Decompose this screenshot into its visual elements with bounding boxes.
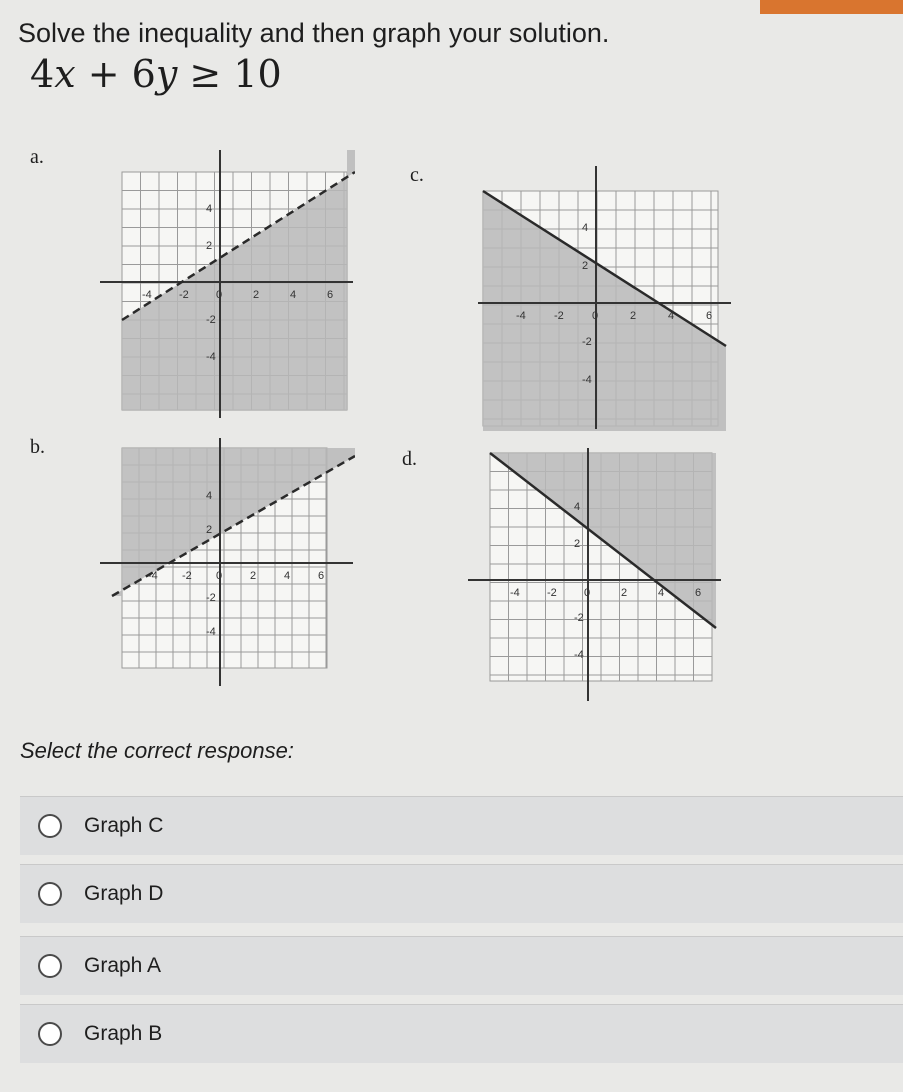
option-graph-a[interactable] [20, 936, 903, 995]
graph-d-label: d. [402, 448, 417, 470]
select-prompt: Select the correct response: [20, 738, 294, 763]
y-tick-label: -4 [206, 351, 216, 363]
x-tick-label: 2 [250, 570, 257, 582]
x-tick-label: -4 [516, 310, 526, 322]
option-graph-c[interactable] [20, 796, 903, 855]
x-tick-label: 4 [668, 310, 675, 322]
option-label: Graph A [84, 954, 162, 977]
y-tick-label: -4 [206, 626, 216, 638]
coordinate-plane [478, 166, 733, 431]
radio-button[interactable] [38, 814, 62, 838]
graph-d [468, 448, 723, 703]
x-tick-label: 6 [706, 310, 713, 322]
radio-button[interactable] [38, 954, 62, 978]
coordinate-plane [100, 438, 355, 688]
x-tick-label: 0 [592, 310, 599, 322]
option-label: Graph C [84, 814, 164, 837]
x-tick-label: 6 [327, 289, 334, 301]
x-tick-label: 0 [216, 289, 223, 301]
y-tick-label: 4 [206, 490, 213, 502]
y-tick-label: 4 [574, 501, 581, 513]
y-tick-label: 2 [206, 524, 213, 536]
graph-b-label: b. [30, 436, 45, 458]
y-tick-label: 2 [574, 538, 581, 550]
y-tick-label: 2 [582, 260, 589, 272]
y-tick-label: 4 [582, 222, 589, 234]
x-tick-label: -2 [554, 310, 564, 322]
option-label: Graph D [84, 882, 164, 905]
x-tick-label: -4 [142, 289, 152, 301]
y-tick-label: 2 [206, 240, 213, 252]
x-tick-label: -2 [182, 570, 192, 582]
x-tick-label: 4 [290, 289, 297, 301]
y-tick-label: -2 [582, 336, 592, 348]
graph-c-label: c. [410, 164, 424, 186]
y-tick-label: -2 [206, 592, 216, 604]
option-graph-d[interactable] [20, 864, 903, 923]
inequality-equation: 4x + 6y ≥ 10 [30, 52, 282, 96]
coordinate-plane [468, 448, 723, 703]
option-graph-b[interactable] [20, 1004, 903, 1063]
x-tick-label: -4 [510, 587, 520, 599]
x-tick-label: 4 [658, 587, 665, 599]
x-tick-label: -4 [148, 570, 158, 582]
graph-a-label: a. [30, 146, 44, 168]
y-tick-label: -2 [574, 612, 584, 624]
question-instruction: Solve the inequality and then graph your solution. [18, 18, 610, 48]
graph-a [100, 150, 355, 420]
graph-c [478, 166, 733, 431]
x-tick-label: -2 [179, 289, 189, 301]
x-tick-label: 4 [284, 570, 291, 582]
option-label: Graph B [84, 1022, 163, 1045]
x-tick-label: 6 [318, 570, 325, 582]
coordinate-plane [100, 150, 355, 420]
x-tick-label: 2 [630, 310, 637, 322]
x-tick-label: 0 [584, 587, 591, 599]
x-tick-label: 6 [695, 587, 702, 599]
x-tick-label: -2 [547, 587, 557, 599]
y-tick-label: -2 [206, 314, 216, 326]
y-tick-label: 4 [206, 203, 213, 215]
x-tick-label: 0 [216, 570, 223, 582]
x-tick-label: 2 [253, 289, 260, 301]
y-tick-label: -4 [582, 374, 592, 386]
accent-strip [760, 0, 903, 14]
x-tick-label: 2 [621, 587, 628, 599]
y-tick-label: -4 [574, 649, 584, 661]
graph-b [100, 438, 355, 688]
top-bar [0, 0, 903, 18]
radio-button[interactable] [38, 882, 62, 906]
radio-button[interactable] [38, 1022, 62, 1046]
